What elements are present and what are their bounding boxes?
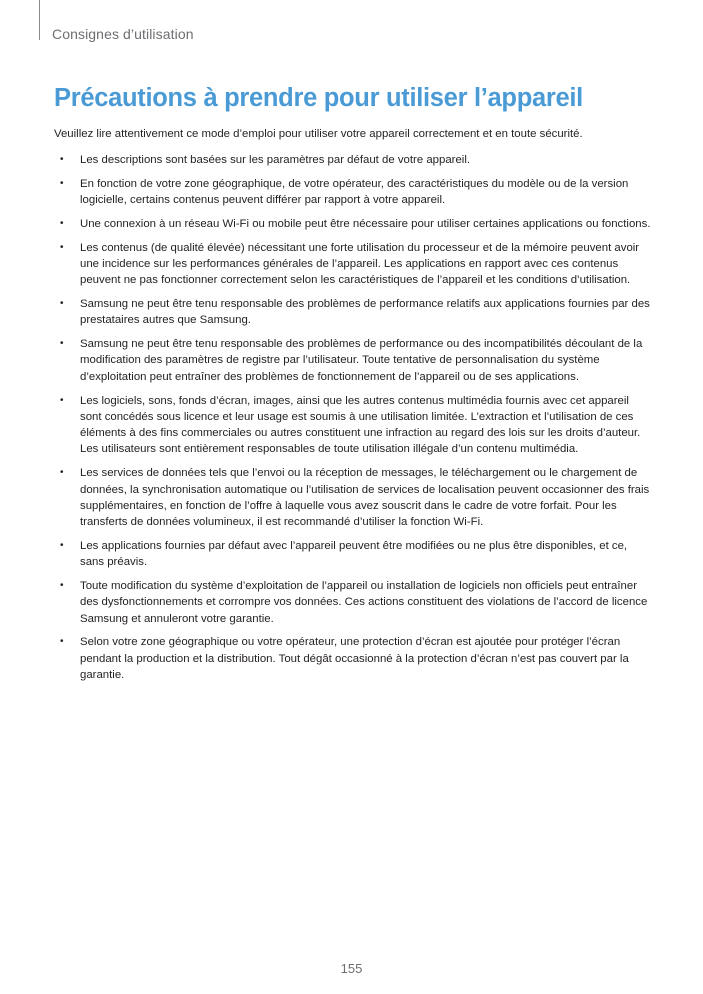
- list-item: [54, 578, 652, 627]
- list-item: [54, 465, 652, 530]
- bullet-icon: •: [60, 580, 64, 592]
- precautions-list: [54, 152, 652, 691]
- list-item-text: Les contenus (de qualité élevée) nécessitant une forte utilisation du processeur et de la mémoire peuvent avoir une incidence sur les performances générales de l’appareil. Les applications en rapport avec ces contenus peuvent ne pas fonctionner correctement selon les caractéristiques de l’appareil et les conditions d’utilisation.: [80, 241, 640, 287]
- bullet-icon: •: [60, 636, 64, 648]
- list-item-text: Les descriptions sont basées sur les paramètres par défaut de votre appareil.: [80, 154, 471, 166]
- list-item-text: Les services de données tels que l’envoi ou la réception de messages, le téléchargement ou le chargement de données, la synchronisation automatique ou l’utilisation de services de localisation peuvent occasionner des frais supplémentaires, en fonction de l’offre à laquelle vous avez souscrit dans le cadre de votre forfait. Pour les transferts de données volumineux, il est recommandé d’utiliser la fonction Wi-Fi.: [80, 467, 650, 529]
- list-item-text: Samsung ne peut être tenu responsable des problèmes de performance ou des incompatibilités découlant de la modification des paramètres de registre par l’utilisateur. Toute tentative de personnalisation du système d’exploitation peut entraîner des problèmes de fonctionnement de l’appareil ou de ses applications.: [80, 338, 643, 383]
- list-item: [54, 240, 652, 289]
- bullet-icon: •: [60, 394, 64, 406]
- bullet-icon: •: [60, 539, 64, 551]
- list-item-text: Toute modification du système d’exploitation de l’appareil ou installation de logiciels non officiels peut entraîner des dysfonctionnements et corrompre vos données. Ces actions constituent des violations de l’accord de licence Samsung et annuleront votre garantie.: [80, 580, 648, 625]
- list-item: [54, 336, 652, 385]
- list-item: [54, 393, 652, 458]
- list-item: [54, 216, 652, 232]
- page-number: 155: [340, 961, 363, 976]
- list-item-text: Une connexion à un réseau Wi-Fi ou mobile peut être nécessaire pour utiliser certaines applications ou fonctions.: [80, 217, 651, 230]
- bullet-icon: •: [60, 177, 64, 189]
- bullet-icon: •: [60, 217, 64, 229]
- list-item: [54, 176, 652, 209]
- header-divider-line: [39, 0, 40, 40]
- bullet-icon: •: [60, 241, 64, 253]
- list-item-text: Les applications fournies par défaut avec l’appareil peuvent être modifiées ou ne plus être disponibles, et ce, sans préavis.: [80, 539, 628, 569]
- bullet-icon: •: [60, 298, 64, 310]
- list-item: [54, 152, 652, 168]
- page-title: Précautions à prendre pour utiliser l’appareil: [54, 84, 583, 112]
- list-item-text: Selon votre zone géographique ou votre opérateur, une protection d’écran est ajoutée pour protéger l’écran pendant la production et la distribution. Tout dégât occasionné à la protection d’écran n’est pas couvert par la garantie.: [80, 636, 629, 682]
- list-item: [54, 296, 652, 329]
- bullet-icon: •: [60, 154, 64, 165]
- bullet-icon: •: [60, 467, 64, 479]
- list-item: [54, 634, 652, 683]
- list-item-text: En fonction de votre zone géographique, de votre opérateur, des caractéristiques du modèle ou de la version logicielle, certains contenus peuvent différer par rapport à votre appareil.: [80, 177, 629, 207]
- list-item: [54, 538, 652, 571]
- section-title: Consignes d’utilisation: [52, 26, 194, 42]
- list-item-text: Samsung ne peut être tenu responsable des problèmes de performance relatifs aux applications fournies par des prestataires autres que Samsung.: [80, 298, 650, 327]
- intro-paragraph: Veuillez lire attentivement ce mode d’emploi pour utiliser votre appareil correctement et en toute sécurité.: [54, 128, 583, 140]
- list-item-text: Les logiciels, sons, fonds d’écran, images, ainsi que les autres contenus multimédia fournis avec cet appareil sont concédés sous licence et leur usage est soumis à une utilisation limitée. L’extraction et l’utilisation de ces éléments à des fins commerciales ou autres constituent une infraction au regard des lois sur les droits d’auteur. Les utilisateurs sont entièrement responsables de toute utilisation illégale d’un contenu multimédia.: [80, 394, 641, 456]
- bullet-icon: •: [60, 338, 64, 350]
